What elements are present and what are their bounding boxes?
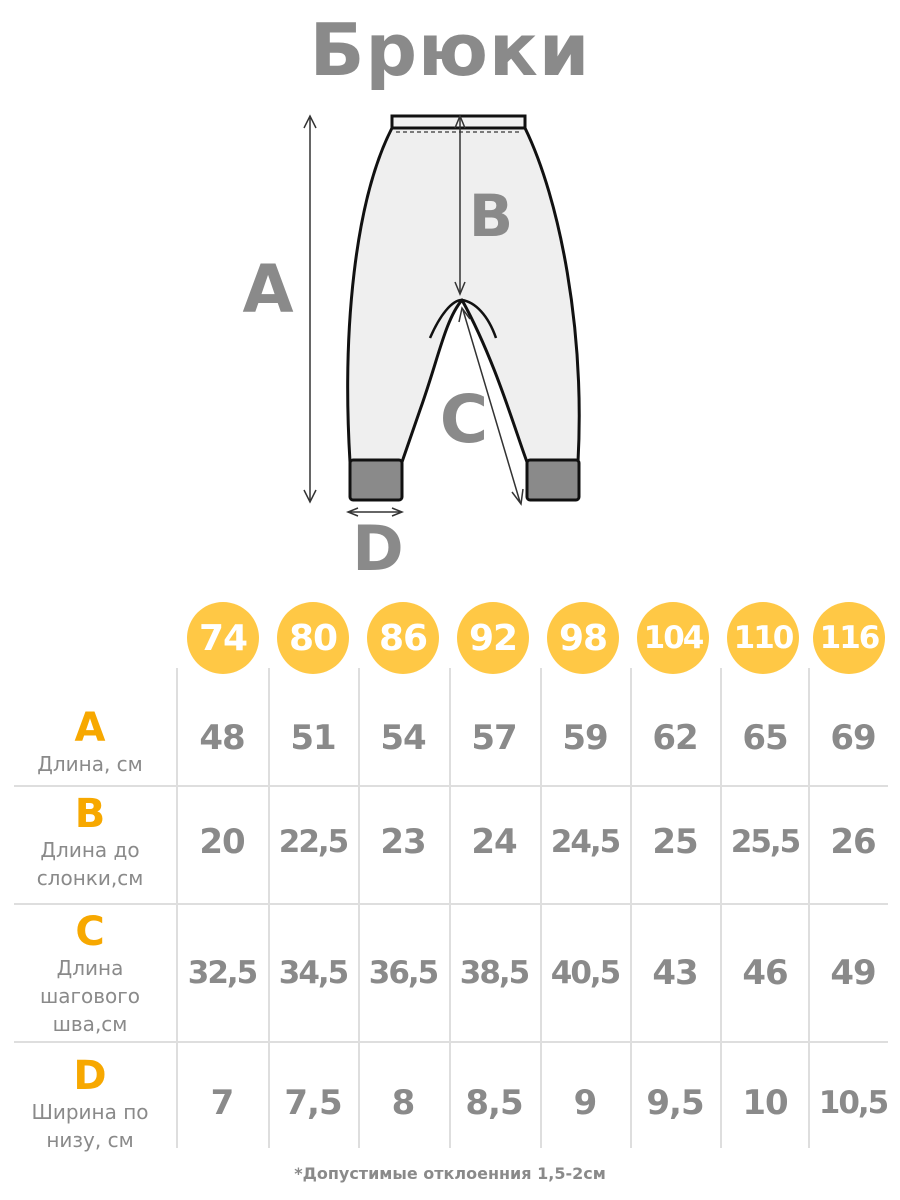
- table-cell: 8: [391, 1083, 415, 1123]
- size-circle: 86: [367, 602, 439, 674]
- table-cell: 9: [573, 1083, 597, 1123]
- size-circle: 110: [727, 602, 799, 674]
- table-cell: 9,5: [646, 1083, 704, 1123]
- table-cell: 40,5: [550, 955, 620, 991]
- table-cell: 43: [652, 953, 698, 993]
- row-desc: Длина, см: [37, 752, 143, 776]
- left-cuff: [350, 460, 402, 500]
- table-cell: 8,5: [465, 1083, 523, 1123]
- label-b: B: [468, 182, 514, 250]
- page-title: Брюки: [309, 8, 591, 92]
- table-cell: 54: [380, 718, 426, 758]
- table-cell: 34,5: [278, 955, 348, 991]
- table-cell: 51: [290, 718, 336, 758]
- row-letter: D: [73, 1053, 107, 1099]
- grid-hline: [14, 785, 888, 787]
- size-circle: 98: [547, 602, 619, 674]
- label-a: A: [242, 251, 294, 328]
- table-cell: 20: [199, 822, 245, 862]
- pants-diagram: [0, 0, 900, 590]
- table-cell: 49: [830, 953, 876, 993]
- row-desc: Длина шагового шва,см: [39, 956, 141, 1036]
- grid-hline: [14, 1041, 888, 1043]
- table-cell: 46: [742, 953, 788, 993]
- size-circle: 104: [637, 602, 709, 674]
- row-label-b: [0, 792, 180, 892]
- table-cell: 57: [471, 718, 517, 758]
- row-letter: B: [74, 791, 106, 837]
- table-cell: 24: [471, 822, 517, 862]
- table-cell: 25: [652, 822, 698, 862]
- table-cell: 36,5: [368, 955, 438, 991]
- size-circle: 92: [457, 602, 529, 674]
- table-cell: 32,5: [187, 955, 257, 991]
- table-cell: 25,5: [730, 824, 800, 860]
- table-cell: 23: [380, 822, 426, 862]
- table-cell: 10: [742, 1083, 788, 1123]
- row-label-c: [0, 910, 180, 1038]
- row-label-a: [0, 706, 180, 778]
- table-cell: 22,5: [278, 824, 348, 860]
- table-cell: 10,5: [818, 1085, 888, 1121]
- right-cuff: [527, 460, 579, 500]
- table-cell: 7,5: [284, 1083, 342, 1123]
- row-desc: Длина до слонки,см: [36, 838, 144, 890]
- size-circle: 74: [187, 602, 259, 674]
- table-cell: 24,5: [550, 824, 620, 860]
- table-cell: 59: [562, 718, 608, 758]
- table-cell: 26: [830, 822, 876, 862]
- size-circle: 116: [813, 602, 885, 674]
- table-cell: 7: [210, 1083, 234, 1123]
- label-c: C: [439, 381, 489, 458]
- row-letter: A: [74, 705, 106, 751]
- size-circle: 80: [277, 602, 349, 674]
- table-cell: 65: [742, 718, 788, 758]
- table-cell: 48: [199, 718, 245, 758]
- grid-hline: [14, 903, 888, 905]
- row-label-d: [0, 1054, 180, 1154]
- label-d: D: [352, 512, 404, 585]
- tolerance-note: *Допустимые отклоенния 1,5-2см: [294, 1164, 606, 1183]
- table-cell: 69: [830, 718, 876, 758]
- table-cell: 62: [652, 718, 698, 758]
- table-cell: 38,5: [459, 955, 529, 991]
- row-letter: C: [75, 909, 105, 955]
- row-desc: Ширина по низу, см: [31, 1100, 149, 1152]
